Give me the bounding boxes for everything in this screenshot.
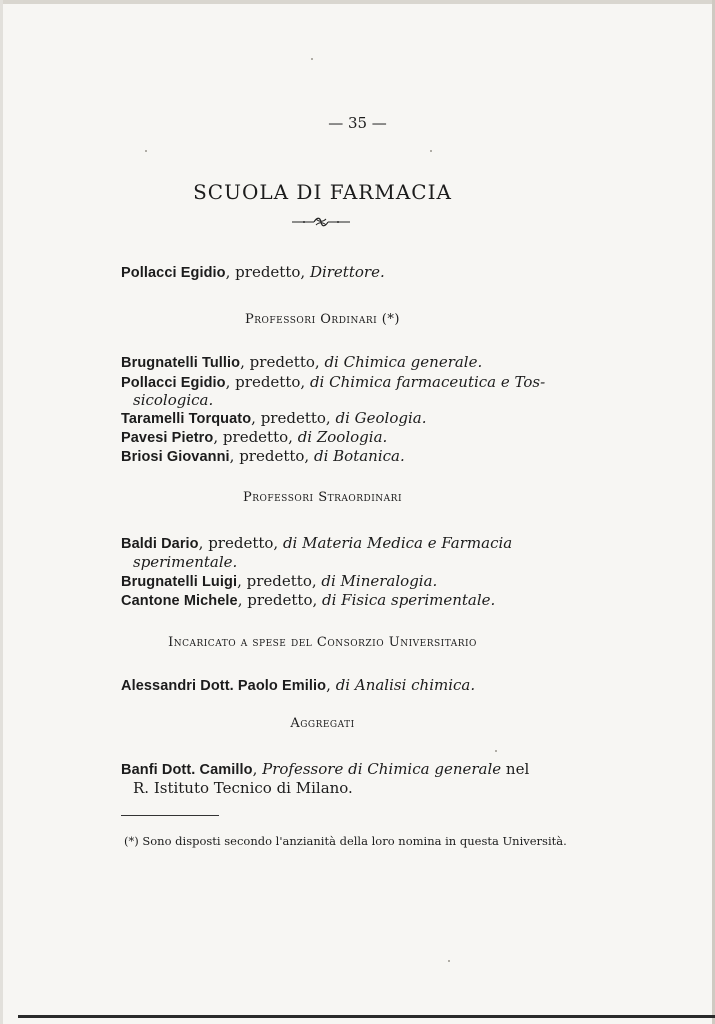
professor-subject: di Mineralogia. — [321, 572, 438, 590]
paper-speck — [430, 150, 432, 152]
professor-name: Brugnatelli Tullio — [121, 355, 241, 371]
professor-text: , predetto, — [225, 373, 310, 391]
professor-text: , — [252, 760, 263, 778]
professor-name: Briosi Giovanni — [121, 449, 230, 465]
page-title: SCUOLA DI FARMACIA — [193, 180, 452, 204]
professor-name: Pollacci Egidio — [121, 375, 226, 391]
professor-subject: di Zoologia. — [297, 428, 388, 446]
director-text: , predetto, — [225, 263, 310, 281]
paper-speck — [448, 960, 450, 962]
professor-subject: di Chimica farmaceutica e Tos- — [309, 373, 546, 391]
paper-speck — [311, 58, 313, 60]
page-number: — 35 — — [328, 114, 387, 132]
professor-name: Alessandri Dott. Paolo Emilio — [121, 678, 327, 694]
list-item — [121, 759, 529, 780]
professor-name: Cantone Michele — [121, 593, 238, 609]
professor-subject: di Materia Medica e Farmacia — [282, 534, 513, 552]
professor-name: Baldi Dario — [121, 536, 199, 552]
heading-ordinari: Professori Ordinari (*) — [245, 312, 400, 327]
paper-speck — [495, 750, 497, 752]
professor-subject-continued: sperimentale. — [133, 553, 238, 571]
list-item — [121, 446, 405, 467]
professor-subject: di Geologia. — [335, 409, 427, 427]
professor-subject-continued: sicologica. — [133, 391, 214, 409]
professor-text: , predetto, — [229, 447, 314, 465]
paper-speck — [145, 150, 147, 152]
professor-text: , — [326, 676, 336, 694]
professor-subject: di Chimica generale. — [324, 353, 483, 371]
professor-subject: di Analisi chimica. — [335, 676, 476, 694]
professor-name: Taramelli Torquato — [121, 411, 252, 427]
page-edge-top — [0, 0, 715, 4]
professor-name: Pavesi Pietro — [121, 430, 214, 446]
professor-text: , predetto, — [237, 591, 323, 609]
director-line — [121, 262, 385, 283]
list-item — [121, 408, 426, 429]
list-item — [121, 533, 512, 554]
heading-aggregati: Aggregati — [290, 716, 355, 731]
footnote-rule — [121, 815, 219, 816]
list-item — [121, 571, 437, 592]
professor-subject: di Fisica sperimentale. — [322, 591, 496, 609]
professor-name: Brugnatelli Luigi — [121, 574, 238, 590]
professor-text: , predetto, — [198, 534, 283, 552]
professor-text-tail: nel — [501, 760, 530, 778]
professor-text: , predetto, — [251, 409, 336, 427]
heading-straordinari: Professori Straordinari — [242, 490, 403, 505]
professor-name: Banfi Dott. Camillo — [121, 762, 253, 778]
heading-incaricato: Incaricato a spese del Consorzio Universitario — [168, 635, 477, 650]
professor-subject: di Botanica. — [313, 447, 405, 465]
page-edge-left — [0, 0, 3, 1024]
professor-subject-continued: R. Istituto Tecnico di Milano. — [133, 779, 353, 797]
list-item — [121, 427, 387, 448]
ornament-divider-icon — [290, 214, 352, 228]
page-edge-bottom — [18, 1015, 715, 1018]
professor-text: , predetto, — [213, 428, 298, 446]
professor-text: , predetto, — [240, 353, 325, 371]
professor-text: , predetto, — [237, 572, 322, 590]
list-item — [121, 675, 475, 696]
list-item — [121, 352, 482, 373]
professor-subject: Professore di Chimica generale — [262, 760, 502, 778]
list-item — [121, 590, 495, 611]
footnote: (*) Sono disposti secondo l'anzianità della loro nomina in questa Università. — [124, 834, 567, 848]
director-role: Direttore. — [309, 263, 385, 281]
director-name: Pollacci Egidio — [121, 265, 226, 281]
